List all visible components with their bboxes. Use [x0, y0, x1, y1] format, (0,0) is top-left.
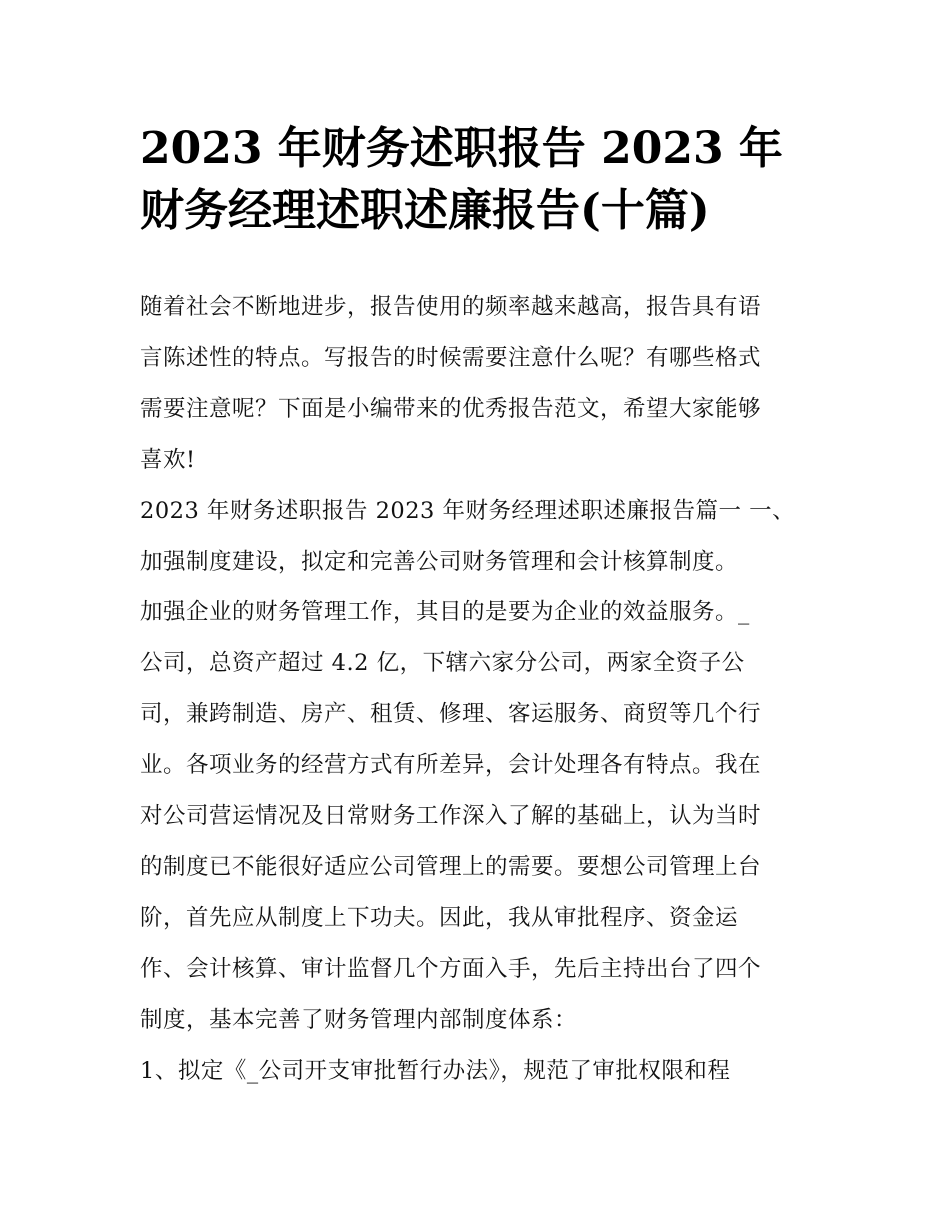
body-line: 公司，总资产超过 4.2 亿，下辖六家分公司，两家全资子公 [140, 650, 745, 677]
body-line: 需要注意呢？下面是小编带来的优秀报告范文，希望大家能够 [140, 395, 762, 422]
body-line: 随着社会不断地进步，报告使用的频率越来越高，报告具有语 [140, 294, 762, 320]
body-line: 阶，首先应从制度上下功夫。因此，我从审批程序、资金运 [140, 904, 739, 931]
title-year-1: 2023 [140, 123, 263, 174]
title-line-2: 财务经理述职述廉报告(十篇) [140, 185, 710, 236]
title-text-1: 年财务述职报告 [262, 123, 602, 174]
title-text-2: 年 [723, 123, 783, 174]
body-line: 2023 年财务述职报告 2023 年财务经理述职述廉报告篇一 一、 [140, 497, 796, 524]
title-year-2: 2023 [601, 123, 724, 174]
body-line: 喜欢! [140, 446, 196, 473]
body-line: 业。各项业务的经营方式有所差异，会计处理各有特点。我在 [140, 752, 762, 779]
body-line: 作、会计核算、审计监督几个方面入手，先后主持出台了四个 [140, 955, 762, 982]
body-line: 的制度已不能很好适应公司管理上的需要。要想公司管理上台 [140, 853, 762, 880]
document-title [140, 118, 820, 242]
body-line: 制度，基本完善了财务管理内部制度体系： [140, 1006, 578, 1033]
title-line-1 [140, 118, 820, 180]
body-line: 加强制度建设，拟定和完善公司财务管理和会计核算制度。 [140, 548, 739, 575]
body-line: 对公司营运情况及日常财务工作深入了解的基础上，认为当时 [140, 803, 762, 830]
document-body [140, 282, 820, 1097]
body-line: 言陈述性的特点。写报告的时候需要注意什么呢？有哪些格式 [140, 344, 762, 371]
body-line: 加强企业的财务管理工作，其目的是要为企业的效益服务。_ [140, 599, 750, 626]
body-line: 1、拟定《_公司开支审批暂行办法》，规范了审批权限和程 [140, 1057, 731, 1084]
body-line: 司，兼跨制造、房产、租赁、修理、客运服务、商贸等几个行 [140, 701, 762, 728]
